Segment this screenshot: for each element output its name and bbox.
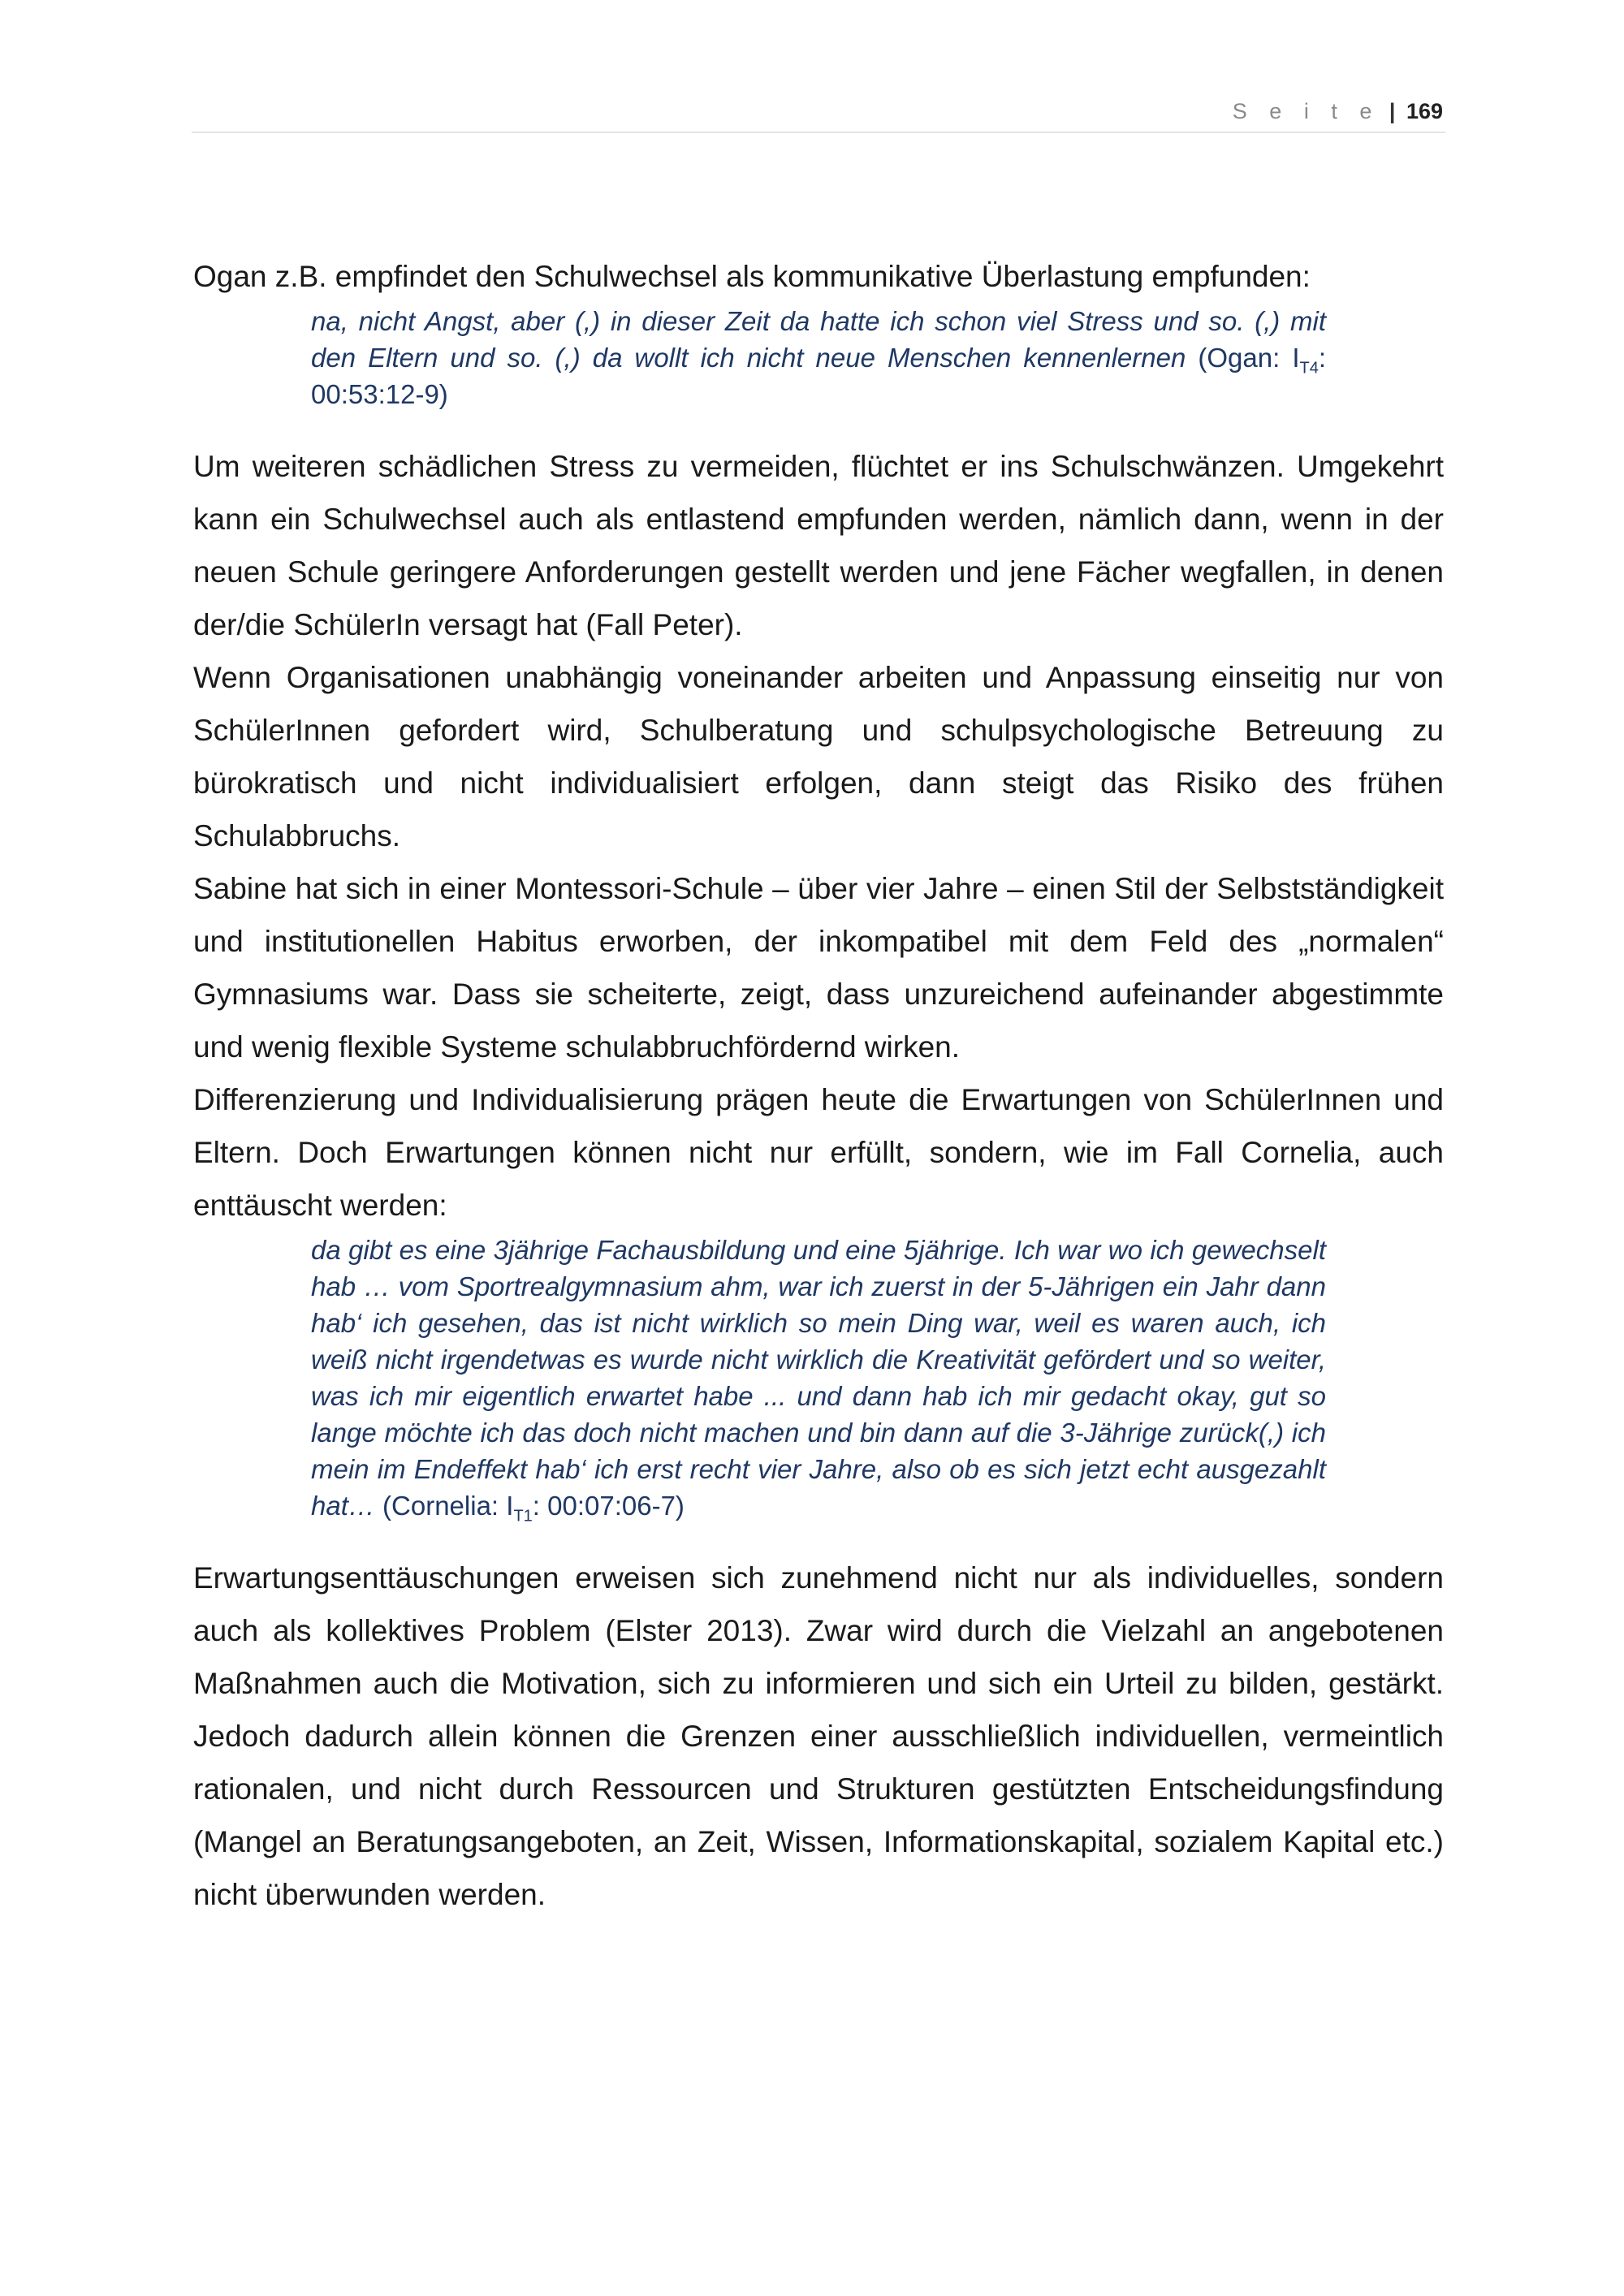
interview-quote-cornelia bbox=[311, 1232, 1326, 1524]
interview-quote-ogan bbox=[311, 303, 1326, 412]
page-separator: | bbox=[1389, 99, 1396, 123]
quote-text: da gibt es eine 3jährige Fachausbildung und eine 5jährige. Ich war wo ich gewechselt hab … vom Sportrealgymnasium ahm, war ich zuerst in der 5-Jährigen ein Jahr dann hab‘ ich gesehen, das ist nicht wirklich so mein Ding war, weil es waren auch, ich weiß nicht irgendetwas es wurde nicht wirklich die Kreativität gefördert und so weiter, was ich mir eigentlich erwartet habe ... und dann hab ich mir gedacht okay, gut so lange möchte ich das doch nicht machen und bin dann auf die 3-Jährige zurück(,) ich mein im Endeffekt hab‘ ich erst recht vier Jahre, also ob es sich jetzt echt ausgezahlt hat… bbox=[311, 1235, 1326, 1521]
paragraph-expectations: Differenzierung und Individualisierung prägen heute die Erwartungen von SchülerInnen und Eltern. Doch Erwartungen können nicht nur erfüllt, sondern, wie im Fall Cornelia, auch enttäuscht werden: bbox=[193, 1083, 1444, 1222]
quote-citation: (Cornelia: $I_{T1}$: 00:07:06-7) bbox=[374, 1491, 685, 1526]
page-number-block bbox=[1233, 99, 1443, 124]
paragraph-disappointment: Erwartungsenttäuschungen erweisen sich zunehmend nicht nur als individuelles, sondern auch als kollektives Problem (Elster 2013). Zwar wird durch die Vielzahl an angebotenen Maßnahmen auch die Motivation, sich zu informieren und sich ein Urteil zu bilden, gestärkt. Jedoch dadurch allein können die Grenzen einer ausschließlich individuellen, vermeintlich rationalen, und nicht durch Ressourcen und Strukturen gestützten Entscheidungsfindung (Mangel an Beratungsangeboten, an Zeit, Wissen, Informationskapital, sozialem Kapital etc.) nicht überwunden werden. bbox=[193, 1561, 1444, 1911]
paragraph-sabine: Sabine hat sich in einer Montessori-Schule – über vier Jahre – einen Stil der Selbstständigkeit und institutionellen Habitus erworben, der inkompatibel mit dem Feld des „normalen“ Gymnasiums war. Dass sie scheiterte, zeigt, dass unzureichend aufeinander abgestimmte und wenig flexible Systeme schulabbruchfördernd wirken. bbox=[193, 872, 1444, 1064]
page-label: S e i t e bbox=[1232, 99, 1380, 123]
quote-citation: (Ogan: $I_{T4}$: 00:53:12-9) bbox=[311, 343, 1326, 409]
paragraph-organisations: Wenn Organisationen unabhängig voneinander arbeiten und Anpassung einseitig nur von SchülerInnen gefordert wird, Schulberatung und schulpsychologische Betreuung zu bürokratisch und nicht individualisiert erfolgen, dann steigt das Risiko des frühen Schulabbruchs. bbox=[193, 661, 1444, 852]
document-body bbox=[193, 250, 1444, 1921]
quote-text: na, nicht Angst, aber (,) in dieser Zeit da hatte ich schon viel Stress und so. (,) mit den Eltern und so. (,) da wollt ich nicht neue Menschen kennenlernen bbox=[311, 306, 1326, 373]
paragraph-stress: Um weiteren schädlichen Stress zu vermeiden, flüchtet er ins Schulschwänzen. Umgekehrt kann ein Schulwechsel auch als entlastend empfunden werden, nämlich dann, wenn in der neuen Schule geringere Anforderungen gestellt werden und jene Fächer wegfallen, in denen der/die SchülerIn versagt hat (Fall Peter). bbox=[193, 450, 1444, 641]
page-number: 169 bbox=[1406, 99, 1443, 123]
intro-paragraph: Ogan z.B. empfindet den Schulwechsel als kommunikative Überlastung empfunden: bbox=[193, 260, 1311, 293]
page-header bbox=[192, 91, 1445, 133]
